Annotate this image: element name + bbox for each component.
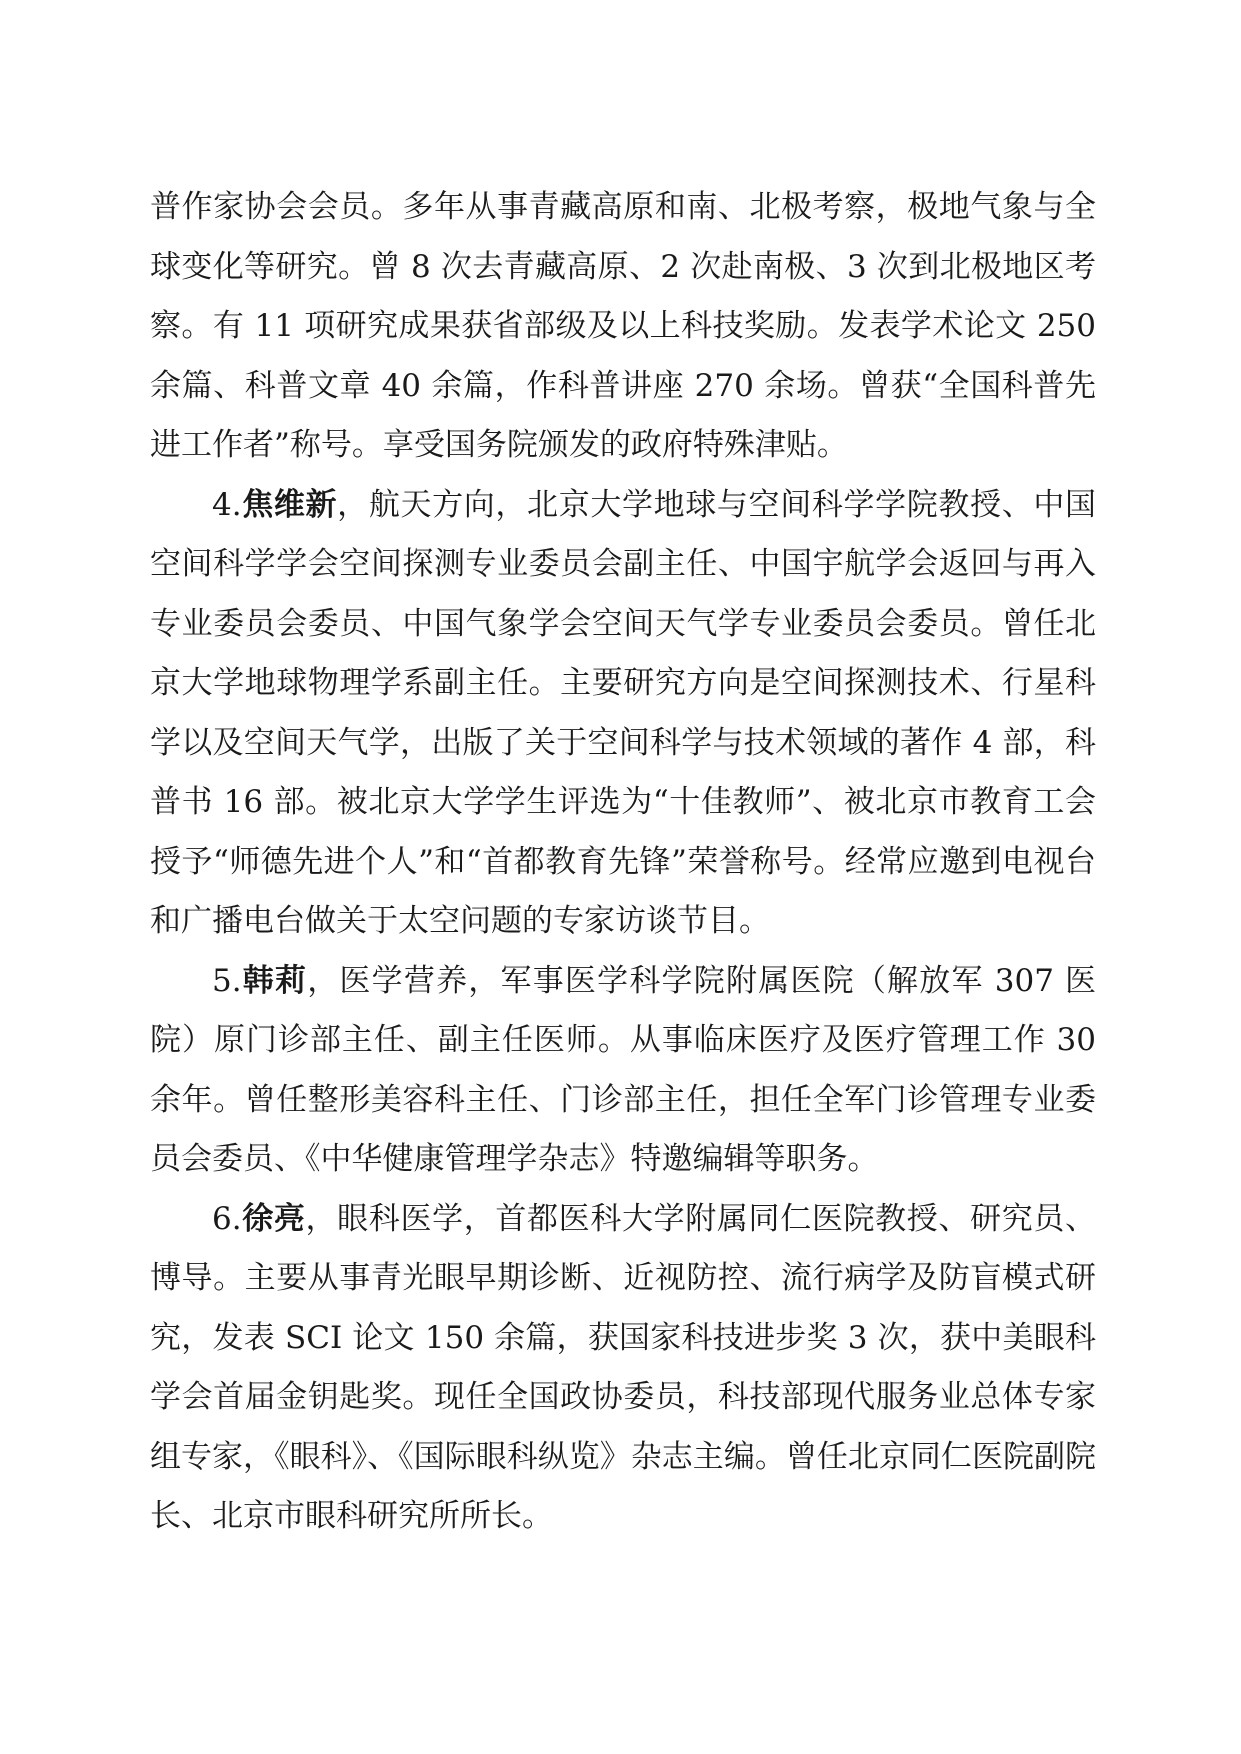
item-number: 5.	[212, 962, 242, 999]
body-text	[150, 178, 1096, 1547]
paragraph-jiao-weixin	[150, 476, 1096, 952]
person-name: 焦维新	[241, 486, 338, 523]
person-name: 徐亮	[241, 1200, 306, 1237]
item-number: 4.	[212, 486, 242, 523]
paragraph-text: ，航天方向，北京大学地球与空间科学学院教授、中国空间科学学会空间探测专业委员会副主任、中国宇航学会返回与再入专业委员会委员、中国气象学会空间天气学专业委员会委员。曾任北京大学地球物理学系副主任。主要研究方向是空间探测技术、行星科学以及空间天气学，出版了关于空间科学与技术领域的著作 4 部，科普书 16 部。被北京大学学生评选为“十佳教师”、被北京市教育工会授予“师德先进个人”和“首都教育先锋”荣誉称号。经常应邀到电视台和广播电台做关于太空问题的专家访谈节目。	[150, 486, 1097, 939]
paragraph-text: 普作家协会会员。多年从事青藏高原和南、北极考察，极地气象与全球变化等研究。曾 8 次去青藏高原、2 次赴南极、3 次到北极地区考察。有 11 项研究成果获省部级及以上科技奖励。发表学术论文 250 余篇、科普文章 40 余篇，作科普讲座 270 余场。曾获“全国科普先进工作者”称号。享受国务院颁发的政府特殊津贴。	[150, 189, 1096, 463]
item-number: 6.	[212, 1200, 242, 1237]
person-name: 韩莉	[241, 962, 308, 999]
paragraph-text: ，眼科医学，首都医科大学附属同仁医院教授、研究员、博导。主要从事青光眼早期诊断、近视防控、流行病学及防盲模式研究，发表 SCI 论文 150 余篇，获国家科技进步奖 3 次，获中美眼科学会首届金钥匙奖。现任全国政协委员，科技部现代服务业总体专家组专家，《眼科》、《国际眼科纵览》杂志主编。曾任北京同仁医院副院长、北京市眼科研究所所长。	[150, 1200, 1096, 1534]
paragraph-han-li	[150, 952, 1096, 1190]
paragraph-continuation	[150, 178, 1096, 476]
paragraph-text: ，医学营养，军事医学科学院附属医院（解放军 307 医院）原门诊部主任、副主任医师。从事临床医疗及医疗管理工作 30 余年。曾任整形美容科主任、门诊部主任，担任全军门诊管理专业委员会委员、《中华健康管理学杂志》特邀编辑等职务。	[150, 962, 1096, 1177]
paragraph-xu-liang	[150, 1190, 1096, 1547]
